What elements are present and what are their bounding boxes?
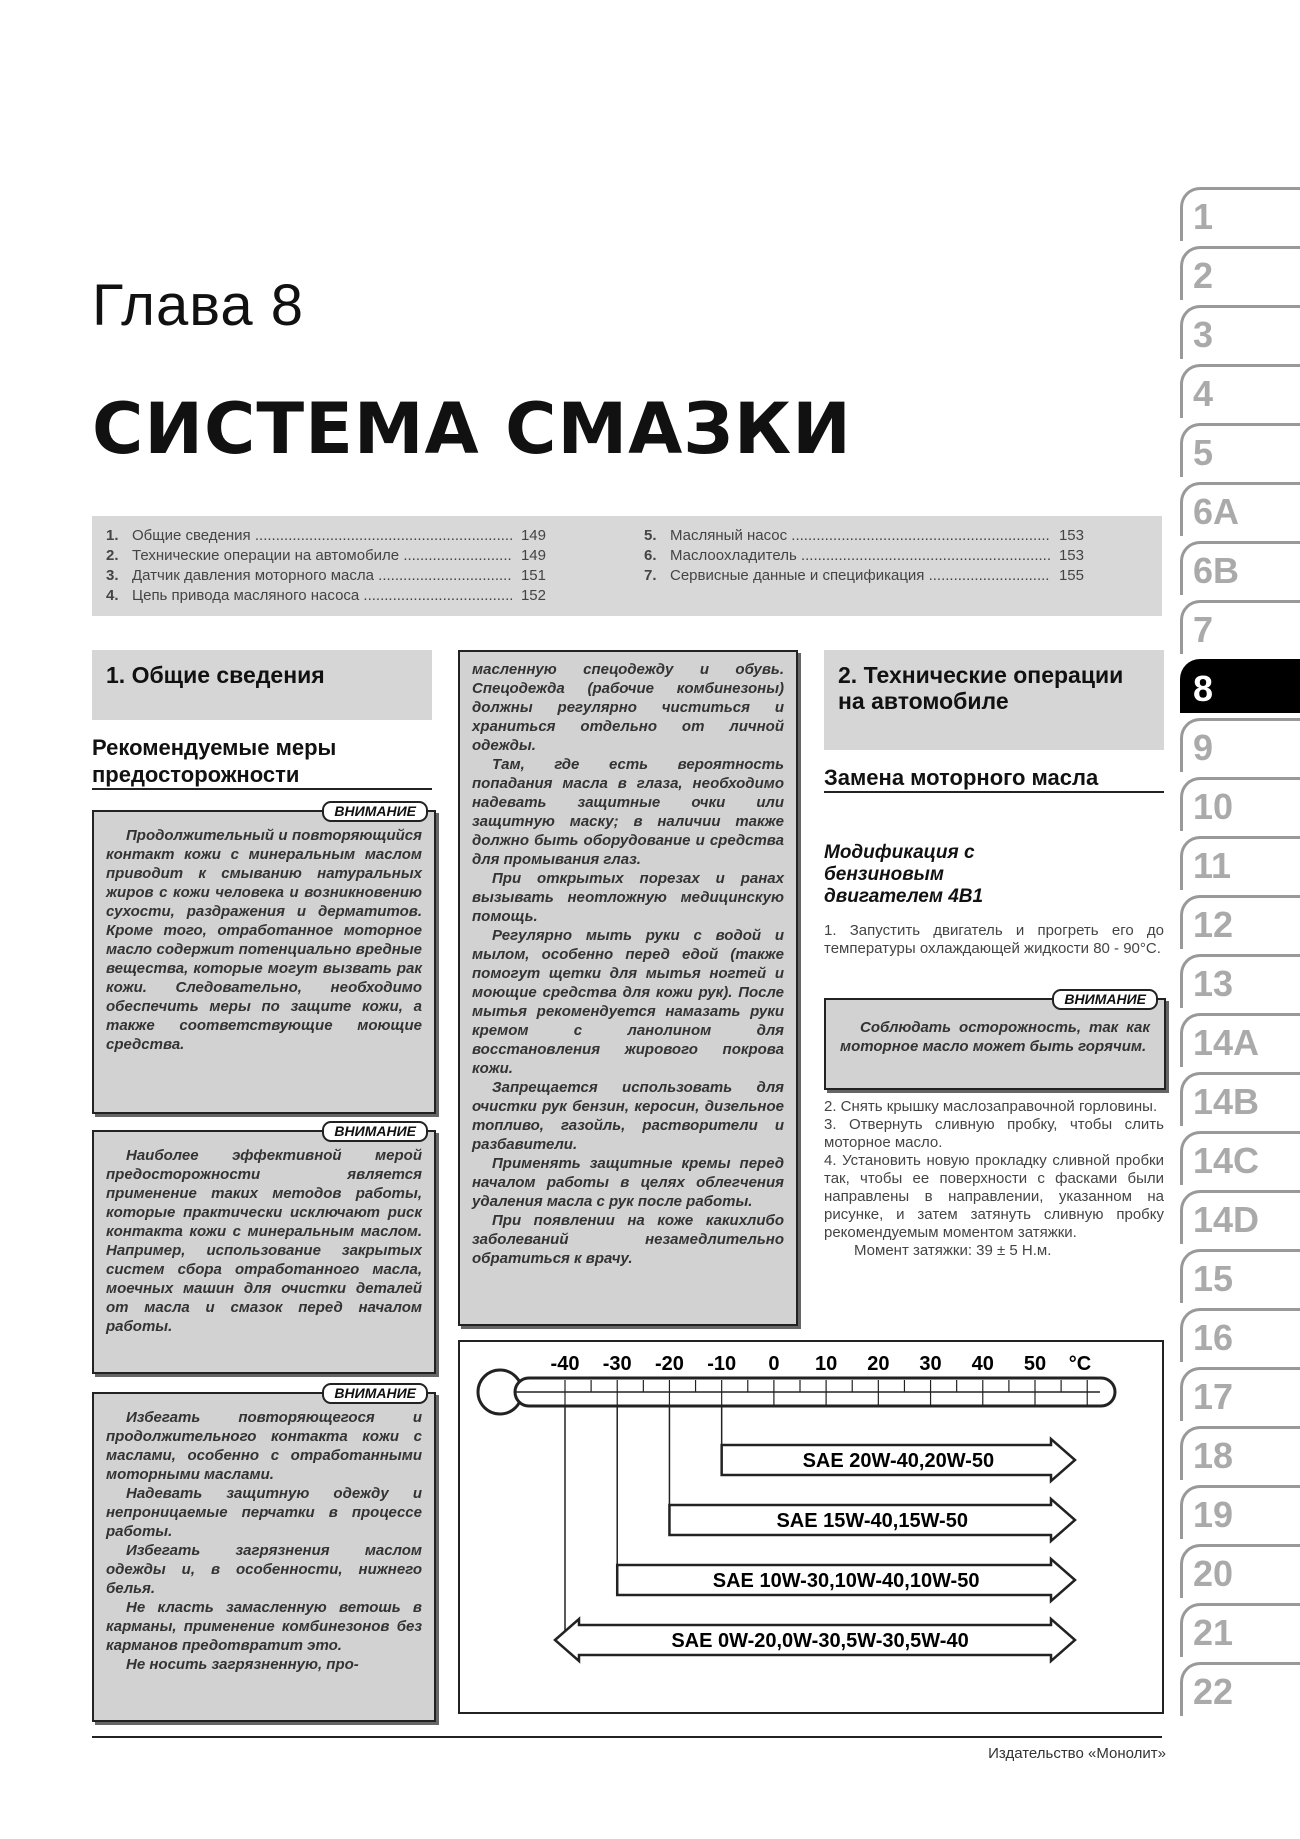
- chapter-tab-15[interactable]: [1180, 1249, 1300, 1303]
- warning-label: ВНИМАНИЕ: [322, 801, 428, 822]
- unit-label: °C: [1068, 1353, 1092, 1375]
- precaution-paragraph: Запрещается использовать для очистки рук бензин, керосин, дизельное топливо, газойль, растворители и разбавители.: [472, 1079, 784, 1153]
- tick-label: 10: [814, 1353, 838, 1375]
- warning-label: ВНИМАНИЕ: [1052, 989, 1158, 1010]
- tab-label: 12: [1193, 904, 1234, 945]
- toc-number: 4.: [106, 587, 119, 604]
- toc-title: Цепь привода масляного насоса .....: [132, 586, 512, 606]
- chapter-tab-5[interactable]: [1180, 423, 1300, 477]
- toc-entry: [106, 546, 546, 566]
- tab-label: 13: [1193, 963, 1234, 1004]
- precaution-paragraph: При открытых порезах и ранах вызывать неотложную медицинскую помощь.: [472, 870, 784, 925]
- toc-number: 3.: [106, 567, 119, 584]
- chapter-tab-21[interactable]: [1180, 1603, 1300, 1657]
- toc-page: 149: [512, 546, 546, 566]
- tick-label: 40: [971, 1353, 994, 1375]
- warning-paragraph: Не класть замасленную ветошь в карманы, применение комбинезонов без карманов предотвратит это.: [106, 1599, 422, 1654]
- precaution-paragraph: При появлении на коже какихлибо заболеваний незамедлительно обратиться к врачу.: [472, 1212, 784, 1267]
- chapter-tab-6b[interactable]: [1180, 541, 1300, 595]
- chapter-tab-20[interactable]: [1180, 1544, 1300, 1598]
- table-of-contents: [92, 516, 1162, 616]
- tab-label: 14A: [1193, 1022, 1260, 1063]
- chapter-tab-22[interactable]: [1180, 1662, 1300, 1716]
- tab-label: 20: [1193, 1553, 1234, 1594]
- step-3: 3. Отвернуть сливную пробку, чтобы слить моторное масло.: [824, 1116, 1164, 1151]
- modification-heading: Модификация с бензиновым двигателем 4В1: [824, 842, 984, 907]
- step-4: 4. Установить новую прокладку сливной пробки так, чтобы ее поверхности с фасками были направлены в направлении, указанном на рисунке, и затем затянуть сливную пробку рекомендуемым моментом затяжки.: [824, 1152, 1164, 1241]
- warning-text: Наиболее эффективной мерой предосторожности является применение таких методов работы, которые практически исключают риск контакта кожи с минеральным маслом. Например, использование закрытых систем сбора отработанного масла, моечных машин для очистки деталей от масла и смазок перед началом работы.: [106, 1147, 422, 1335]
- section-general-heading: 1. Общие сведения: [92, 650, 432, 720]
- tick-label: -30: [602, 1353, 632, 1375]
- footer-rule: [92, 1736, 1162, 1738]
- chapter-tab-10[interactable]: [1180, 777, 1300, 831]
- chapter-tab-7[interactable]: [1180, 600, 1300, 654]
- toc-entry: [644, 566, 1084, 586]
- tab-label: 11: [1193, 845, 1232, 886]
- series-label: SAE 0W-20,0W-30,5W-30,5W-40: [671, 1630, 969, 1652]
- chapter-tab-12[interactable]: [1180, 895, 1300, 949]
- toc-number: 2.: [106, 547, 119, 564]
- chapter-tab-19[interactable]: [1180, 1485, 1300, 1539]
- tick-label: 0: [768, 1353, 780, 1375]
- tab-label: 17: [1193, 1376, 1234, 1417]
- tab-label: 14B: [1193, 1081, 1260, 1122]
- chapter-label: Глава 8: [92, 273, 305, 338]
- step-1: 1. Запустить двигатель и прогреть его до температуры охлаждающей жидкости 80 - 90°С.: [824, 922, 1164, 957]
- tab-label: 7: [1193, 609, 1214, 650]
- precautions-continued-box: [458, 650, 798, 1326]
- tab-label: 8: [1193, 668, 1214, 709]
- tab-label: 15: [1193, 1258, 1234, 1299]
- precaution-paragraph: Применять защитные кремы перед началом работы в целях облегчения удаления масла с рук после работы.: [472, 1155, 784, 1210]
- tab-label: 9: [1193, 727, 1214, 768]
- precautions-subheading: Рекомендуемые меры предосторожности: [92, 734, 432, 790]
- oil-change-subheading: Замена моторного масла: [824, 764, 1164, 793]
- tab-label: 21: [1193, 1612, 1234, 1653]
- warning-text: Продолжительный и повторяющийся контакт кожи с минеральным маслом приводит к смыванию натуральных жиров с кожи человека и возникновению сухости, раздражения и дерматитов. Кроме того, отработанное моторное масло содержит потенциально вредные вещества, которые могут вызвать рак кожи. Следовательно, необходимо обеспечить меры по защите кожи, а также соответствующие моющие средства.: [106, 827, 422, 1053]
- toc-page: 149: [512, 526, 546, 546]
- toc-title: Сервисные данные и спецификация .....: [670, 566, 1050, 586]
- tab-label: 6B: [1193, 550, 1240, 591]
- tab-label: 10: [1193, 786, 1234, 827]
- toc-entry: [644, 526, 1084, 546]
- series-label: SAE 20W-40,20W-50: [802, 1450, 995, 1472]
- tab-label: 18: [1193, 1435, 1234, 1476]
- warning-box-hot-oil: [824, 991, 1166, 1090]
- tab-label: 3: [1193, 314, 1214, 355]
- tab-label: 4: [1193, 373, 1214, 414]
- toc-number: 7.: [644, 567, 657, 584]
- warning-paragraph: Надевать защитную одежду и непроницаемые перчатки в процессе работы.: [106, 1485, 422, 1540]
- chapter-tab-4[interactable]: [1180, 364, 1300, 418]
- tick-label: -10: [707, 1353, 737, 1375]
- toc-page: 153: [1050, 546, 1084, 566]
- chapter-tab-14a[interactable]: [1180, 1013, 1300, 1067]
- tick-label: 30: [919, 1353, 942, 1375]
- warning-box-1: [92, 803, 436, 1114]
- warning-paragraph: Избегать повторяющегося и продолжительного контакта кожи с маслами, особенно с отработанными моторными маслами.: [106, 1409, 422, 1483]
- chapter-tab-6a[interactable]: [1180, 482, 1300, 536]
- tick-label: 20: [867, 1353, 890, 1375]
- warning-label: ВНИМАНИЕ: [322, 1383, 428, 1404]
- toc-entry: [644, 546, 1084, 566]
- step-2: 2. Снять крышку маслозаправочной горловины.: [824, 1098, 1158, 1115]
- chapter-tab-1[interactable]: [1180, 187, 1300, 241]
- chapter-tab-14c[interactable]: [1180, 1131, 1300, 1185]
- toc-page: 152: [512, 586, 546, 606]
- warning-paragraph: Не носить загрязненную, про-: [126, 1656, 359, 1673]
- toc-page: 151: [512, 566, 546, 586]
- chapter-tab-14b[interactable]: [1180, 1072, 1300, 1126]
- chapter-tab-11[interactable]: [1180, 836, 1300, 890]
- chapter-tab-13[interactable]: [1180, 954, 1300, 1008]
- chapter-tab-16[interactable]: [1180, 1308, 1300, 1362]
- tab-label: 16: [1193, 1317, 1234, 1358]
- tab-label: 6A: [1193, 491, 1240, 532]
- toc-number: 5.: [644, 527, 657, 544]
- tab-label: 19: [1193, 1494, 1234, 1535]
- chapter-tab-14d[interactable]: [1180, 1190, 1300, 1244]
- warning-text: Соблюдать осторожность, так как моторное масло может быть горячим.: [840, 1019, 1150, 1055]
- tab-label: 14C: [1193, 1140, 1260, 1181]
- tick-label: -20: [654, 1353, 684, 1375]
- section-operations-heading: 2. Технические операции на автомобиле: [824, 650, 1164, 750]
- toc-title: Общие сведения .....: [132, 526, 512, 546]
- tick-label: -40: [550, 1353, 580, 1375]
- toc-title: Масляный насос .....: [670, 526, 1050, 546]
- steps-2-4: [824, 1098, 1164, 1260]
- oil-viscosity-chart: [458, 1340, 1164, 1714]
- tab-label: 1: [1193, 196, 1214, 237]
- chapter-tab-3[interactable]: [1180, 305, 1300, 359]
- toc-title: Датчик давления моторного масла .....: [132, 566, 512, 586]
- chapter-tab-9[interactable]: [1180, 718, 1300, 772]
- series-label: SAE 15W-40,15W-50: [776, 1510, 968, 1532]
- publisher: Издательство «Монолит»: [988, 1745, 1166, 1762]
- toc-entry: [106, 566, 546, 586]
- toc-title: Маслоохладитель .....: [670, 546, 1050, 566]
- toc-title: Технические операции на автомобиле .....: [132, 546, 512, 566]
- tab-label: 22: [1193, 1671, 1234, 1712]
- chapter-tab-17[interactable]: [1180, 1367, 1300, 1421]
- toc-page: 155: [1050, 566, 1084, 586]
- chapter-tab-8[interactable]: [1180, 659, 1300, 713]
- toc-page: 153: [1050, 526, 1084, 546]
- page-title: СИСТЕМА СМАЗКИ: [92, 388, 852, 470]
- warning-paragraph: Избегать загрязнения маслом одежды и, в особенности, нижнего белья.: [106, 1542, 422, 1597]
- tab-label: 2: [1193, 255, 1214, 296]
- series-label: SAE 10W-30,10W-40,10W-50: [712, 1570, 980, 1592]
- warning-label: ВНИМАНИЕ: [322, 1121, 428, 1142]
- precaution-paragraph: Регулярно мыть руки с водой и мылом, особенно перед едой (также помогут щетки для мытья ногтей и моющие средства для кожи рук). После мытья рекомендуется намазать руки кремом с ланолином для восстановления жирового покрова кожи.: [472, 927, 784, 1077]
- warning-box-2: [92, 1123, 436, 1374]
- precaution-paragraph: масленную спецодежду и обувь. Спецодежда (рабочие комбинезоны) должны регулярно чиститься и храниться отдельно от личной одежды.: [472, 661, 784, 754]
- toc-number: 6.: [644, 547, 657, 564]
- tab-label: 14D: [1193, 1199, 1260, 1240]
- torque-spec: Момент затяжки: 39 ± 5 Н.м.: [854, 1242, 1052, 1259]
- toc-entry: [106, 586, 546, 606]
- toc-entry: [106, 526, 546, 546]
- warning-box-3: [92, 1385, 436, 1722]
- tab-label: 5: [1193, 432, 1214, 473]
- precaution-paragraph: Там, где есть вероятность попадания масла в глаза, необходимо надевать защитные очки или защитную маску; в наличии также должно быть оборудование и средства для промывания глаз.: [472, 756, 784, 868]
- chapter-tab-2[interactable]: [1180, 246, 1300, 300]
- chapter-tab-18[interactable]: [1180, 1426, 1300, 1480]
- toc-number: 1.: [106, 527, 119, 544]
- viscosity-chart-svg: [460, 1342, 1162, 1712]
- tick-label: 50: [1023, 1353, 1047, 1375]
